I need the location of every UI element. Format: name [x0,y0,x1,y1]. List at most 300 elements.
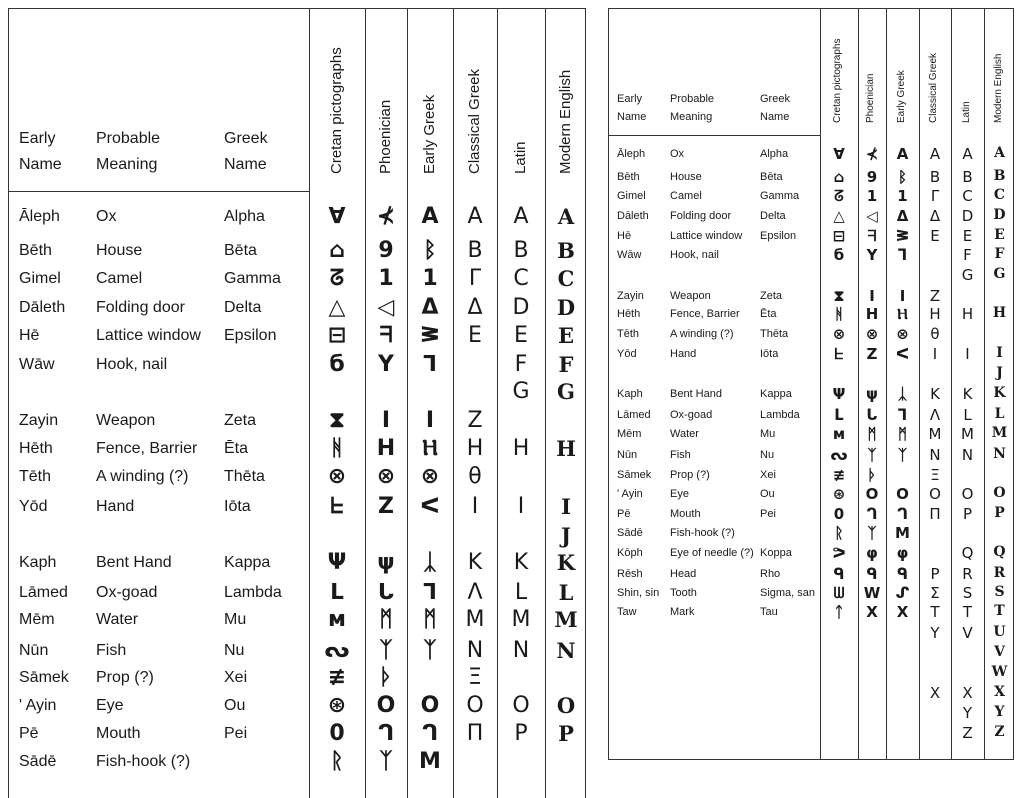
classical-greek-letter: N [929,446,941,464]
classical-greek-letter: I [932,345,938,363]
classical-greek-letter: Ξ [468,665,482,690]
latin-letter: E [514,323,528,348]
classical-greek-letter: Γ [930,187,940,205]
phoenician-letter: ⊀ [865,145,879,163]
latin-letter: O [512,693,530,718]
meaning-cell: House [96,242,143,259]
cretan-letter: ᔓ [830,446,848,464]
greek-name-cell: Ou [224,697,246,714]
meaning-cell: Folding door [670,210,732,222]
greek-name-cell: Iōta [224,498,251,515]
modern-english-letter: O [556,693,576,718]
classical-greek-letter: Z [467,408,483,433]
cretan-letter: ᖶ [330,494,344,519]
early-name-cell: Tēth [617,328,640,340]
early-name-cell: Dāleth [617,210,649,222]
early-greek-letter: ᐸ [895,345,910,363]
latin-letter: D [512,295,530,320]
modern-english-letter: M [554,607,578,632]
cretan-letter: △ [328,295,346,320]
meaning-cell: Ox-goad [96,584,158,601]
meaning-cell: Prop (?) [96,669,154,686]
early-name-cell: Hē [617,230,632,242]
classical-greek-letter: E [468,323,482,348]
header-divider [9,191,309,192]
meaning-cell: Fish-hook (?) [670,527,735,539]
early-name-header: Early [617,93,643,105]
meaning-header: Probable [96,130,161,147]
cretan-letter: Ψ [327,550,347,575]
greek-name-cell: Zeta [760,290,783,302]
latin-letter: O [961,485,974,503]
cretan-letter: ⊟ [832,227,846,245]
classical-greek-letter: H [466,436,484,461]
column-divider [407,9,408,798]
latin-letter: T [962,603,973,621]
early-greek-letter: ᔑ [895,584,910,602]
modern-english-letter: S [994,584,1005,600]
greek-name-cell: Pei [760,508,776,520]
classical-greek-letter: N [466,638,484,663]
latin-letter: I [965,345,970,363]
classical-greek-letter: K [930,385,940,403]
meaning-cell: Fence, Barrier [96,440,198,457]
modern-english-letter: A [557,204,575,229]
early-greek-letter: ᛗ [423,607,437,632]
early-name-cell: Nūn [19,642,49,659]
early-greek-letter: M [895,524,910,542]
cretan-letter: ᴍ [832,425,846,443]
early-name-cell: Taw [617,606,637,618]
modern-english-letter: Z [994,724,1005,740]
cretan-letter: ⊛ [327,693,347,718]
cretan-letter: ⊟ [327,323,347,348]
latin-letter: C [513,266,529,291]
early-greek-letter: ᛉ [897,446,907,464]
phoenician-letter: ᖷ [379,323,393,348]
latin-letter: G [512,379,530,404]
cretan-letter: ᚱ [834,524,844,542]
modern-english-letter: I [996,345,1003,361]
meaning-cell: Ox [670,148,685,160]
column-divider [820,9,821,759]
early-greek-letter: ᛉ [423,638,437,663]
early-name-cell: Hēth [617,308,641,320]
latin-letter: D [961,207,974,225]
latin-letter: K [962,385,973,403]
phoenician-letter: I [381,408,391,433]
latin-letter: B [513,238,529,263]
modern-english-letter: C [557,266,575,291]
early-name-cell: Bēth [617,171,640,183]
modern-english-letter: I [561,494,571,519]
latin-letter: F [514,352,528,377]
modern-english-letter: B [557,238,575,263]
latin-letter: I [517,494,525,519]
modern-english-letter: L [558,580,574,605]
meaning-cell: Water [670,428,699,440]
modern-english-letter: T [994,603,1005,619]
modern-english-header: Modern English [992,53,1004,123]
early-name-cell: Sādē [617,527,643,539]
early-name-cell: Zayin [19,412,59,429]
modern-english-letter: N [993,446,1006,462]
early-greek-letter: ᛒ [897,168,907,186]
cretan-letter: ᕗ [832,544,846,562]
modern-english-letter: F [994,246,1005,262]
cretan-letter: 0 [329,721,345,746]
modern-english-letter: A [994,145,1005,161]
meaning-cell: Hook, nail [96,356,168,373]
early-name-header: Early [19,130,56,147]
modern-english-letter: K [993,385,1006,401]
phoenician-letter: 1 [866,187,878,205]
meaning-cell: Camel [670,190,702,202]
modern-english-letter: H [556,436,576,461]
early-greek-letter: ᒣ [897,406,908,424]
early-name-cell: Āleph [19,208,60,225]
classical-greek-letter: Ξ [930,466,940,484]
early-name-cell: Hēth [19,440,53,457]
latin-letter: E [962,227,973,245]
classical-greek-letter: Π [466,721,484,746]
greek-name-cell: Mu [760,428,776,440]
greek-name-cell: Bēta [760,171,783,183]
meaning-cell: Hand [670,348,697,360]
early-name-cell: Kaph [19,554,57,571]
cretan-letter: ⊛ [832,485,846,503]
phoenician-letter: O [376,693,396,718]
meaning-cell: Lattice window [96,327,201,344]
meaning-cell: A winding (?) [670,328,734,340]
early-name-cell: Mēm [617,428,642,440]
meaning-cell: Bent Hand [670,388,722,400]
latin-letter: C [962,187,973,205]
cretan-letter: ᒪ [834,406,844,424]
modern-english-letter: U [993,624,1006,640]
latin-letter: A [962,145,973,163]
cretan-letter: ᖶ [834,345,844,363]
latin-letter: F [963,246,972,264]
meaning-cell: Fish-hook (?) [96,753,191,770]
latin-letter: H [512,436,530,461]
latin-letter: Q [961,544,974,562]
early-name-cell: Shin, sin [617,587,660,599]
classical-greek-letter: M [465,607,485,632]
cretan-letter: ᘔ [834,187,844,205]
early-name-cell: ' Ayin [19,697,57,714]
meaning-cell: Mouth [96,725,141,742]
latin-letter: S [962,584,973,602]
classical-greek-letter: Σ [930,584,940,602]
early-name-cell: Nūn [617,449,638,461]
classical-greek-letter: B [929,168,941,186]
greek-name-cell: Koppa [760,547,792,559]
greek-name-cell: Zeta [224,412,257,429]
greek-name-cell: Lambda [760,409,800,421]
cretan-letter: ⧗ [833,287,845,305]
latin-header: Latin [960,101,972,123]
early-greek-letter: I [425,408,435,433]
cretan-letter: ≢ [832,466,846,484]
phoenician-letter: ᒉ [866,505,878,523]
classical-greek-letter: K [467,550,483,575]
phoenician-letter: W [863,584,881,602]
phoenician-letter: 9 [866,168,878,186]
cretan-letter: ᔓ [324,638,350,663]
column-divider [919,9,920,759]
classical-greek-letter: X [929,684,941,702]
early-name-cell: Yōd [19,498,48,515]
classical-greek-letter: O [929,485,941,503]
greek-name-cell: Thēta [760,328,789,340]
meaning-cell: Hook, nail [670,249,719,261]
greek-name-cell: Mu [224,611,247,628]
cretan-letter: ∀ [328,204,346,229]
early-greek-letter: A [421,204,439,229]
greek-name-header: Greek [760,93,790,105]
early-greek-letter: ⊗ [420,464,440,489]
modern-english-letter: L [994,406,1005,422]
early-name-cell: Pē [19,725,39,742]
cretan-letter: ᒪ [330,580,344,605]
phoenician-letter: ᛉ [867,524,877,542]
classical-greek-letter: Λ [467,580,483,605]
greek-name-cell: Kappa [760,388,792,400]
greek-name-cell: Gamma [224,270,281,287]
modern-english-letter: K [556,550,576,575]
early-greek-letter: ᐸ [420,494,440,519]
early-name-cell: Āleph [617,148,646,160]
phoenician-letter: ⊀ [376,204,396,229]
phoenician-letter: ⊗ [376,464,396,489]
greek-name-cell: Iōta [760,348,779,360]
cretan-letter: ⧗ [329,408,345,433]
classical-greek-letter: E [930,227,940,245]
classical-greek-header: Classical Greek [928,52,939,123]
cretan-letter: 0 [833,505,845,523]
modern-english-letter: O [993,485,1006,501]
greek-name-cell: Delta [760,210,786,222]
cretan-letter: ≢ [327,665,347,690]
alphabet-table-large [8,8,586,798]
greek-name-cell: Alpha [224,208,265,225]
phoenician-letter: I [869,287,875,305]
phoenician-letter: ᚦ [867,466,877,484]
meaning-cell: Eye [96,697,124,714]
phoenician-letter: ᒐ [866,406,878,424]
early-name-cell: Zayin [617,290,644,302]
early-greek-letter: Ⲏ [897,305,908,323]
modern-english-letter: D [556,295,576,320]
early-name-cell: Lāmed [19,584,68,601]
early-greek-letter: φ [896,544,909,562]
greek-name-header: Name [760,111,790,123]
classical-greek-letter: Z [929,287,941,305]
early-name-cell: Tēth [19,468,52,485]
modern-english-letter: H [992,305,1007,321]
phoenician-letter: ᛉ [379,638,393,663]
greek-name-cell: Tau [760,606,778,618]
greek-name-cell: Sigma, san [760,587,816,599]
column-divider [886,9,887,759]
early-name-cell: Kōph [617,547,643,559]
modern-english-letter: W [991,664,1008,680]
early-name-cell: Wāw [617,249,642,261]
early-greek-letter: ᛣ [423,550,437,575]
phoenician-header: Phoenician [865,73,876,123]
alphabet-table-small [608,8,1014,760]
meaning-cell: Fish [670,449,691,461]
classical-greek-letter: I [471,494,479,519]
phoenician-letter: ◁ [377,295,395,320]
meaning-cell: Fish [96,642,127,659]
phoenician-header: Phoenician [377,99,394,174]
meaning-cell: Weapon [96,412,156,429]
phoenician-letter: ᚦ [379,665,393,690]
modern-english-letter: R [993,565,1006,581]
phoenician-letter: ψ [377,550,395,575]
cretan-letter: ᴍ [328,607,346,632]
latin-letter: Y [962,704,973,722]
cretan-header: Cretan pictographs [328,47,345,174]
early-greek-letter: A [896,145,909,163]
greek-name-cell: Xei [760,469,776,481]
meaning-cell: Eye [670,488,689,500]
early-name-header: Name [617,111,647,123]
modern-english-letter: P [994,505,1005,521]
cretan-letter: ⊗ [327,464,347,489]
early-greek-letter: M [419,749,441,774]
phoenician-letter: φ [866,544,878,562]
classical-greek-letter: Δ [467,295,483,320]
early-greek-letter: ᛗ [897,425,907,443]
cretan-letter: ᚻ [330,436,344,461]
phoenician-letter: O [865,485,879,503]
cretan-letter: ᚱ [330,749,344,774]
latin-letter: M [511,607,531,632]
modern-english-letter: D [993,207,1006,223]
latin-letter: R [962,565,973,583]
modern-english-letter: C [993,187,1006,203]
early-greek-letter: ⊗ [896,325,909,343]
early-name-cell: ' Ayin [617,488,643,500]
latin-letter: X [962,684,973,702]
phoenician-letter: 1 [378,266,394,291]
latin-letter: P [514,721,528,746]
classical-greek-letter: θ [930,325,940,343]
greek-name-cell: Nu [224,642,245,659]
classical-greek-letter: θ [468,464,482,489]
early-greek-letter: X [896,603,909,621]
latin-letter: Z [962,724,973,742]
early-name-cell: Gimel [617,190,646,202]
latin-letter: G [961,266,974,284]
modern-english-letter: Q [993,544,1006,560]
phoenician-letter: X [866,603,878,621]
latin-letter: M [961,425,974,443]
greek-name-cell: Epsilon [224,327,277,344]
classical-greek-letter: Λ [929,406,941,424]
early-name-cell: Yōd [617,348,637,360]
modern-english-letter: J [561,523,571,548]
latin-letter: A [513,204,529,229]
early-greek-letter: O [896,485,909,503]
early-name-cell: Lāmed [617,409,651,421]
cretan-letter: ᘔ [329,266,345,291]
column-divider [858,9,859,759]
meaning-cell: Water [96,611,139,628]
phoenician-letter: ᒐ [377,580,395,605]
latin-letter: B [962,168,973,186]
early-greek-header: Early Greek [895,70,907,123]
latin-letter: V [962,624,973,642]
early-greek-letter: ᒣ [897,246,908,264]
modern-english-letter: F [558,352,574,377]
classical-greek-letter: Π [929,505,941,523]
phoenician-letter: Z [378,494,394,519]
early-greek-letter: ᒉ [421,721,439,746]
modern-english-letter: Y [994,704,1005,720]
cretan-letter: △ [833,207,845,225]
greek-name-cell: Xei [224,669,248,686]
meaning-cell: Mouth [670,508,701,520]
cretan-letter: ⌂ [833,168,845,186]
latin-letter: K [513,550,529,575]
cretan-header: Cretan pictographs [832,38,843,123]
latin-letter: H [961,305,974,323]
early-name-cell: Gimel [19,270,61,287]
classical-greek-header: Classical Greek [466,68,483,174]
phoenician-letter: Y [378,352,394,377]
early-greek-letter: ᕒ [895,227,910,245]
greek-name-cell: Bēta [224,242,257,259]
early-greek-letter: ᒣ [423,580,437,605]
early-greek-letter: Δ [896,207,909,225]
classical-greek-letter: M [928,425,942,443]
meaning-cell: Camel [96,270,143,287]
early-name-cell: Kaph [617,388,643,400]
latin-letter: L [514,580,528,605]
phoenician-letter: Z [866,345,878,363]
greek-name-cell: Thēta [224,468,265,485]
greek-name-cell: Ēta [224,440,249,457]
greek-name-cell: Ēta [760,308,777,320]
phoenician-letter: H [865,305,879,323]
modern-english-letter: P [558,721,574,746]
early-greek-letter: O [420,693,440,718]
modern-english-letter: X [994,684,1005,700]
modern-english-letter: B [993,168,1006,184]
early-greek-letter: I [899,287,906,305]
early-name-cell: Mēm [19,611,55,628]
early-name-cell: Hē [19,327,40,344]
meaning-cell: Hand [96,498,135,515]
phoenician-letter: ◁ [866,207,878,225]
latin-letter: L [963,406,972,424]
meaning-cell: Tooth [670,587,697,599]
meaning-cell: Eye of needle (?) [670,547,754,559]
greek-name-cell: Delta [224,299,262,316]
modern-english-letter: G [557,379,575,404]
meaning-cell: Lattice window [670,230,743,242]
classical-greek-letter: A [929,145,941,163]
meaning-cell: Prop (?) [670,469,710,481]
latin-letter: P [962,505,973,523]
classical-greek-letter: T [930,603,940,621]
phoenician-letter: ᒉ [377,721,395,746]
cretan-letter: ⌂ [329,238,345,263]
